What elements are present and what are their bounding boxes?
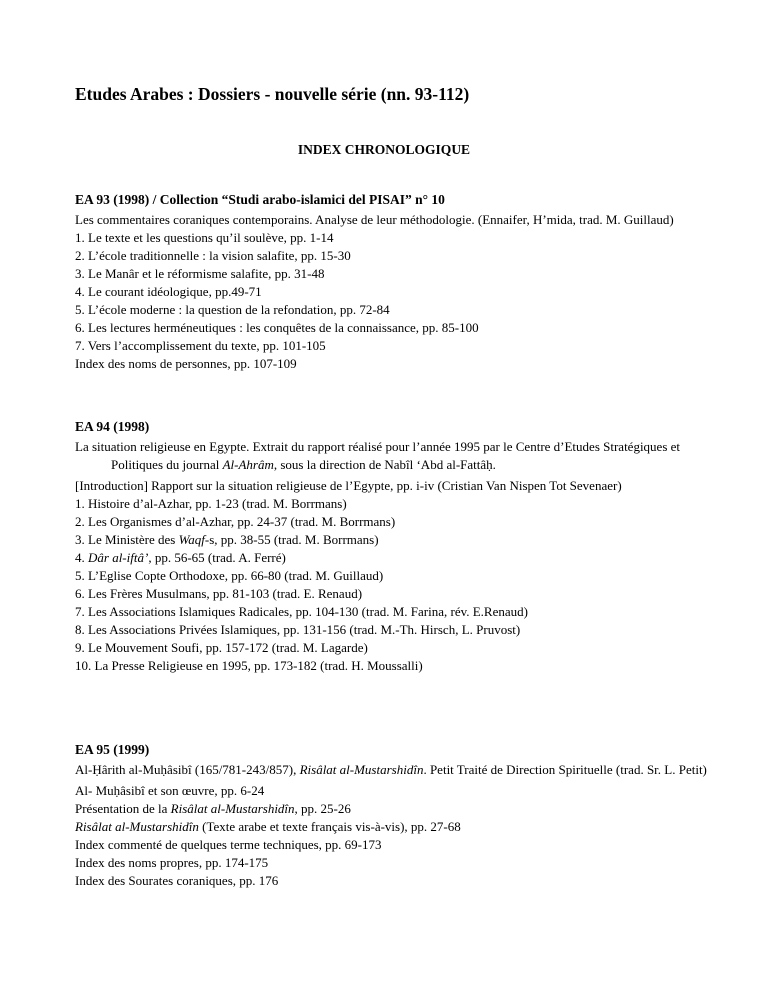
list-item: 4. Le courant idéologique, pp.49-71 [75,284,262,299]
list-item: 4. Dâr al-iftâ’, pp. 56-65 (trad. A. Ferré) [75,550,286,565]
list-item: 5. L’Eglise Copte Orthodoxe, pp. 66-80 (trad. M. Guillaud) [75,568,384,583]
list-item: Risâlat al-Mustarshidîn (Texte arabe et texte français vis-à-vis), pp. 27-68 [75,819,461,834]
list-item: 2. L’école traditionnelle : la vision salafite, pp. 15-30 [75,248,351,263]
section-heading: EA 95 (1999) [75,742,150,757]
list-item: 3. Le Ministère des Waqf-s, pp. 38-55 (trad. M. Borrmans) [75,532,379,547]
section-intro: Les commentaires coraniques contemporains. Analyse de leur méthodologie. (Ennaifer, H’mida, trad. M. Guillaud) [75,212,674,227]
list-item: 7. Les Associations Islamiques Radicales, pp. 104-130 (trad. M. Farina, rév. E.Renaud) [75,604,528,619]
list-item: 7. Vers l’accomplissement du texte, pp. 101-105 [75,338,326,353]
list-item: Al- Muḥâsibî et son œuvre, pp. 6-24 [75,783,265,798]
section-intro: La situation religieuse en Egypte. Extrait du rapport réalisé pour l’année 1995 par le Centre d’Etudes Stratégiques et Politiques du journal Al-Ahrâm, sous la direction de Nabîl ‘Abd al-Fattâḥ. [75,439,681,472]
list-item: Index des noms de personnes, pp. 107-109 [75,356,297,371]
list-item: 8. Les Associations Privées Islamiques, pp. 131-156 (trad. M.-Th. Hirsch, L. Pruvost) [75,622,521,637]
list-item: 1. Histoire d’al-Azhar, pp. 1-23 (trad. M. Borrmans) [75,496,347,511]
section-heading: EA 93 (1998) / Collection “Studi arabo-islamici del PISAI” n° 10 [75,192,445,207]
section-ea-95 [75,742,715,890]
list-item: 5. L’école moderne : la question de la refondation, pp. 72-84 [75,302,390,317]
list-item: 6. Les lectures herméneutiques : les conquêtes de la connaissance, pp. 85-100 [75,320,479,335]
list-item: 2. Les Organismes d’al-Azhar, pp. 24-37 (trad. M. Borrmans) [75,514,396,529]
section-ea-93 [75,192,715,373]
list-item: 1. Le texte et les questions qu’il soulève, pp. 1-14 [75,230,334,245]
list-item: Présentation de la Risâlat al-Mustarshidîn, pp. 25-26 [75,801,351,816]
list-item: 10. La Presse Religieuse en 1995, pp. 173-182 (trad. H. Moussalli) [75,658,423,673]
list-item: Index commenté de quelques terme techniques, pp. 69-173 [75,837,382,852]
list-item: 9. Le Mouvement Soufi, pp. 157-172 (trad. M. Lagarde) [75,640,368,655]
list-item: Index des noms propres, pp. 174-175 [75,855,269,870]
section-heading: EA 94 (1998) [75,419,150,434]
index-title: INDEX CHRONOLOGIQUE [297,142,471,157]
list-item: Index des Sourates coraniques, pp. 176 [75,873,279,888]
section-ea-94 [75,419,715,675]
list-item: 3. Le Manâr et le réformisme salafite, pp. 31-48 [75,266,325,281]
list-item: 6. Les Frères Musulmans, pp. 81-103 (trad. E. Renaud) [75,586,363,601]
section-intro: Al-Ḥârith al-Muḥâsibî (165/781-243/857), Risâlat al-Mustarshidîn. Petit Traité de Direction Spirituelle (trad. Sr. L. Petit) [75,762,707,777]
list-item: [Introduction] Rapport sur la situation religieuse de l’Egypte, pp. i-iv (Cristian Van Nispen Tot Sevenaer) [75,478,622,493]
document-title: Etudes Arabes : Dossiers - nouvelle série (nn. 93-112) [75,84,470,104]
